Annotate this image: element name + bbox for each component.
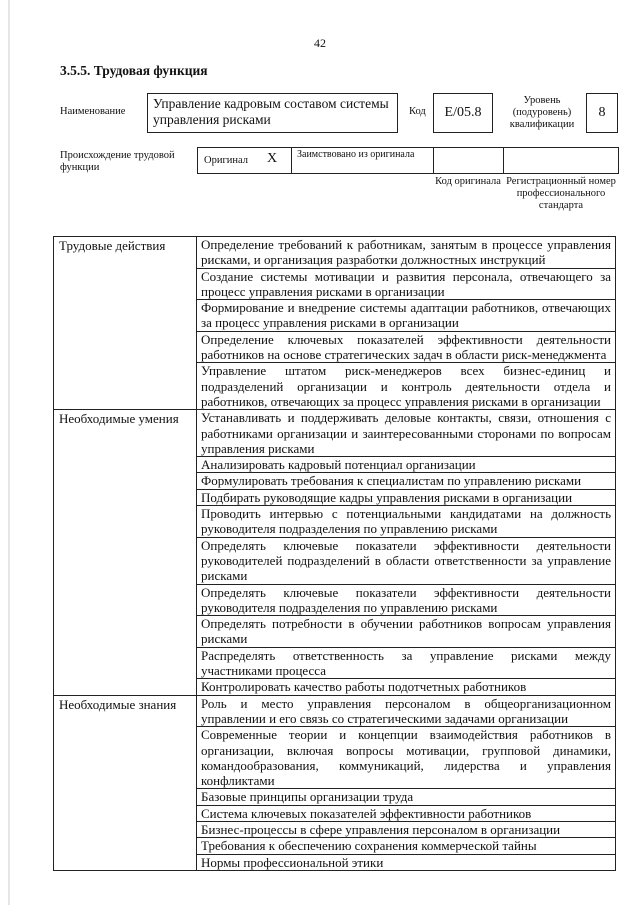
borrowed-label: Заимствовано из оригинала — [297, 149, 415, 160]
list-item: Определять ключевые показатели эффективности деятельности руководителя подразделения по управлению рисками — [197, 584, 616, 616]
list-item: Анализировать кадровый потенциал организации — [197, 457, 616, 473]
list-item: Формулировать требования к специалистам по управлению рисками — [197, 473, 616, 489]
original-cell — [198, 148, 292, 173]
page-number: 42 — [314, 36, 326, 50]
list-item: Определение требований к работникам, занятым в процессе управления рисками, и организация разработки должностных инструкций — [197, 237, 616, 269]
list-item: Управление штатом риск-менеджеров всех бизнес-единиц и подразделений организации и контроль деятельности отдела и работников, отвечающих за процесс управления рисками в организации — [197, 363, 616, 410]
list-item: Контролировать качество работы подотчетных работников — [197, 679, 616, 695]
origin-row — [197, 147, 619, 174]
section-header-knowledge: Необходимые знания — [54, 695, 197, 870]
list-item: Создание системы мотивации и развития персонала, отвечающего за процесс управления рисками в организации — [197, 268, 616, 300]
function-code-box: E/05.8 — [433, 93, 493, 133]
section-title: 3.5.5. Трудовая функция — [60, 63, 208, 78]
section-header-skills: Необходимые умения — [54, 410, 197, 695]
list-item: Нормы профессиональной этики — [197, 854, 616, 870]
list-item: Подбирать руководящие кадры управления рисками в организации — [197, 489, 616, 505]
list-item: Устанавливать и поддерживать деловые контакты, связи, отношения с работниками организации и заинтересованными сторонами по вопросам управления рисками — [197, 410, 616, 457]
qualification-level-box: 8 — [586, 93, 618, 133]
original-mark: X — [267, 151, 278, 166]
list-item: Распределять ответственность за управление рисками между участниками процесса — [197, 647, 616, 679]
code-original-cell — [434, 148, 504, 173]
list-item: Определять потребности в обучении работников вопросам управления рисками — [197, 616, 616, 648]
borrowed-cell — [292, 148, 434, 173]
list-item: Требования к обеспечению сохранения коммерческой тайны — [197, 838, 616, 854]
function-details-table — [53, 236, 616, 871]
reg-number-cell — [504, 148, 618, 173]
code-original-label: Код оригинала — [435, 176, 501, 187]
reg-number-label: Регистрационный номер профессионального стандарта — [506, 176, 616, 211]
list-item: Система ключевых показателей эффективности работников — [197, 805, 616, 821]
list-item: Современные теории и концепции взаимодействия работников в организации, включая вопросы мотивации, групповой динамики, командообразования, коммуникаций, лидерства и управления конфликтами — [197, 727, 616, 789]
list-item: Бизнес-процессы в сфере управления персоналом в организации — [197, 821, 616, 837]
list-item: Определение ключевых показателей эффективности деятельности работников на основе стратегических задач в области риск-менеджмента — [197, 331, 616, 363]
list-item: Формирование и внедрение системы адаптации работников, отвечающих за процесс управления рисками в организации — [197, 300, 616, 332]
list-item: Базовые принципы организации труда — [197, 789, 616, 805]
function-name-box: Управление кадровым составом системы управления рисками — [147, 93, 398, 133]
table-row — [54, 410, 616, 457]
list-item: Роль и место управления персоналом в общеорганизационном управлении и его связь со стратегическими задачами организации — [197, 695, 616, 727]
origin-label: Происхождение трудовой функции — [60, 150, 175, 173]
list-item: Проводить интервью с потенциальными кандидатами на должность руководителя подразделения по управлению рисками — [197, 506, 616, 538]
name-label: Наименование — [60, 106, 126, 117]
table-row — [54, 695, 616, 727]
list-item: Определять ключевые показатели эффективности деятельности руководителей подразделений в области ответственности за управление рисками — [197, 537, 616, 584]
code-label: Код — [409, 106, 426, 117]
section-header-actions: Трудовые действия — [54, 237, 197, 410]
original-label: Оригинал — [204, 155, 248, 166]
table-row — [54, 237, 616, 269]
level-label: Уровень (подуровень) квалификации — [509, 95, 575, 130]
scan-margin — [8, 0, 10, 905]
